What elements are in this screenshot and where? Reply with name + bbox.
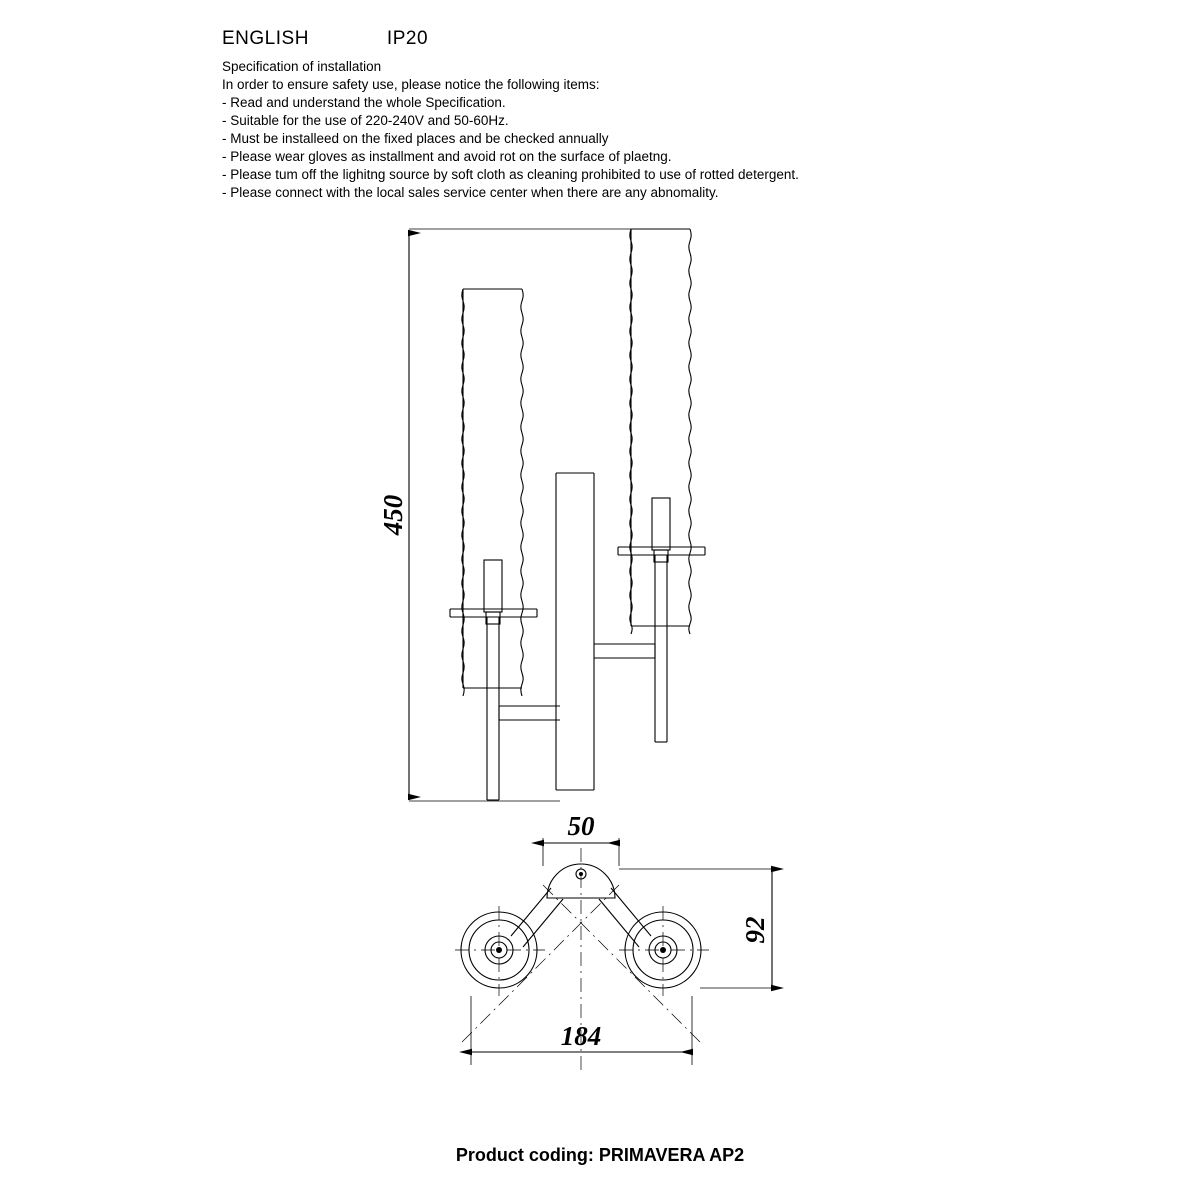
list-item: - Must be installeed on the fixed places and be checked annually <box>222 131 609 146</box>
spec-title: Specification of installation <box>222 59 382 74</box>
dimension-top-width: 50 <box>567 811 595 841</box>
list-item: - Please tum off the lighitng source by soft cloth as cleaning prohibited to use of rotted detergent. <box>222 167 799 182</box>
list-item: - Suitable for the use of 220-240V and 50-60Hz. <box>222 113 509 128</box>
dimension-depth: 92 <box>740 916 770 944</box>
list-item: - Please wear gloves as installment and avoid rot on the surface of plaetng. <box>222 149 672 164</box>
list-item: - Read and understand the whole Specification. <box>222 95 506 110</box>
spec-intro: In order to ensure safety use, please notice the following items: <box>222 77 600 92</box>
language-label: ENGLISH <box>222 28 309 49</box>
product-coding: Product coding: PRIMAVERA AP2 <box>455 1145 745 1165</box>
ip-rating-label: IP20 <box>386 28 429 49</box>
dimension-overall-width: 184 <box>560 1021 602 1051</box>
dimension-height: 450 <box>378 494 408 536</box>
list-item: - Please connect with the local sales service center when there are any abnomality. <box>222 185 719 200</box>
